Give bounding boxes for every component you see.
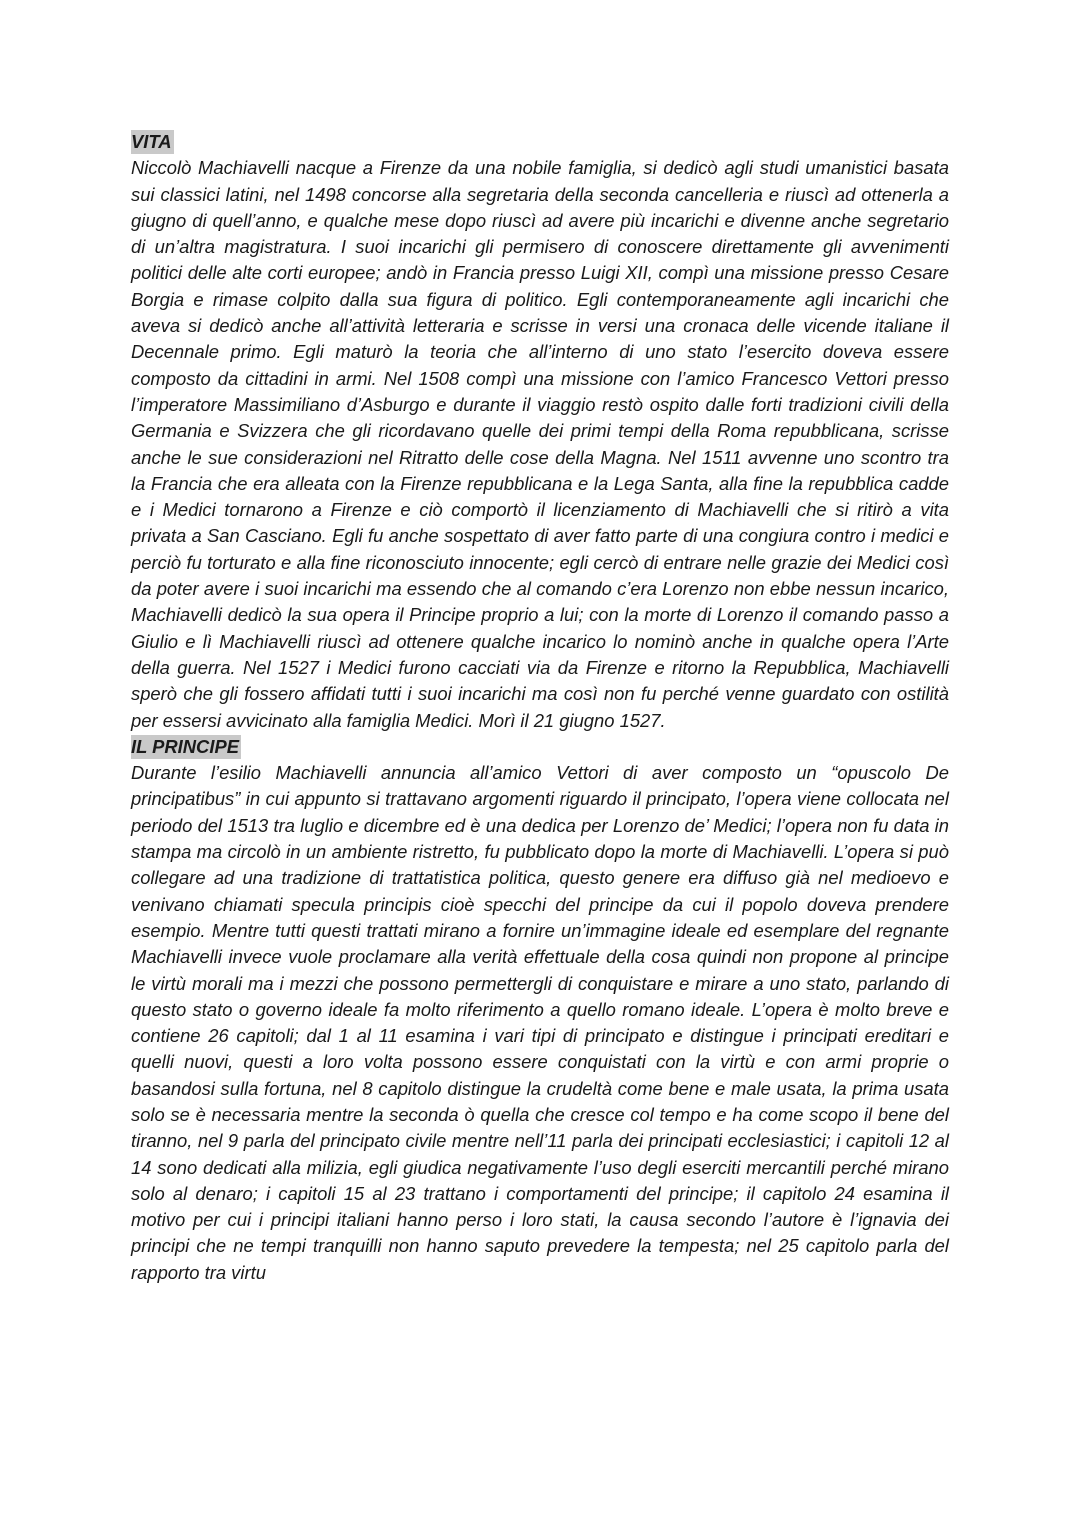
document-page <box>131 129 949 1286</box>
section-heading: VITA <box>131 131 172 152</box>
section-principe-body: Durante l’esilio Machiavelli annuncia all’amico Vettori di aver composto un “opuscolo De principatibus” in cui appunto si trattavano argomenti riguardo il principato, l’opera viene collocata nel periodo del 1513 tra luglio e dicembre ed è una dedica per Lorenzo de’ Medici; l’opera non fu data in stampa ma circolò in un ambiente ristretto, fu pubblicato dopo la morte di Machiavelli. L’opera si può collegare ad una tradizione di trattatistica politica, questo genere era diffuso già nel medioevo e venivano chiamati specula principis cioè specchi del principe da cui il popolo doveva prendere esempio. Mentre tutti questi trattati mirano a fornire un’immagine ideale ed esemplare del regnante Machiavelli invece vuole proclamare alla verità effettuale della cosa quindi non propone al principe le virtù morali ma i mezzi che possono permettergli di conquistare e mirare a uno stato, parlando di questo stato o governo ideale fa molto riferimento a quello romano ideale. L’opera è molto breve e contiene 26 capitoli; dal 1 al 11 esamina i vari tipi di principato e distingue i principati ereditari e quelli nuovi, questi a loro volta possono essere conquistati con la virtù e con armi proprie o basandosi sulla fortuna, nel 8 capitolo distingue la crudeltà come bene e male usata, la prima usata solo se è necessaria mentre la seconda ò quella che cresce col tempo e ha come scopo il bene del tiranno, nel 9 parla del principato civile mentre nell’11 parla dei principati ecclesiastici; i capitoli 12 al 14 sono dedicati alla milizia, egli giudica negativamente l’uso degli eserciti mercantili perché mirano solo al denaro; i capitoli 15 al 23 trattano i comportamenti del principe; il capitolo 24 esamina il motivo per cui i principi italiani hanno perso i loro stati, la causa secondo l’autore è l’ignavia dei principi che ne tempi tranquilli non hanno saputo prevedere la tempesta; nel 25 capitolo parla del rapporto tra virtu <box>131 762 949 1283</box>
section-heading: IL PRINCIPE <box>131 735 239 757</box>
section-vita-body: Niccolò Machiavelli nacque a Firenze da una nobile famiglia, si dedicò agli studi umanistici basata sui classici latini, nel 1498 concorse alla segretaria della seconda cancelleria e riuscì ad ottenerla a giugno di quell’anno, e qualche mese dopo riuscì ad avere più incarichi e divenne anche segretario di un’altra magistratura. I suoi incarichi gli permisero di conoscere direttamente gli avvenimenti politici delle alte corti europee; andò in Francia presso Luigi XII, compì una missione presso Cesare Borgia e rimase colpito dalla sua figura di politico. Egli contemporaneamente agli incarichi che aveva si dedicò anche all’attività letteraria e scrisse in versi una cronaca delle vicende italiane il Decennale primo. Egli maturò la teoria che all’interno di uno stato l’esercito doveva essere composto da cittadini in armi. Nel 1508 compì una missione con l’amico Francesco Vettori presso l’imperatore Massimiliano d’Asburgo e durante il viaggio restò ospito dalle forti tradizioni civili della Germania e Svizzera che gli ricordavano quelle dei primi tempi della Roma repubblicana, scrisse anche le sue considerazioni nel Ritratto delle cose della Magna. Nel 1511 avvenne uno scontro tra la Francia che era alleata con la Firenze repubblicana e la Lega Santa, alla fine la repubblica cadde e i Medici tornarono a Firenze e ciò comportò il licenziamento di Machiavelli che si ritirò a vita privata a San Casciano. Egli fu anche sospettato di aver fatto parte di una congiura contro i medici e perciò fu torturato e alla fine riconosciuto innocente; egli cercò di entrare nelle grazie dei Medici così da poter avere i suoi incarichi ma essendo che al comando c’era Lorenzo non ebbe nessun incarico, Machiavelli dedicò la sua opera il Principe proprio a lui; con la morte di Lorenzo il comando passo a Giulio e lì Machiavelli riuscì ad ottenere qualche incarico lo nominò anche in qualche opera l’Arte della guerra. Nel 1527 i Medici furono cacciati via da Firenze e ritorno la Repubblica, Machiavelli sperò che gli fossero affidati tutti i suoi incarichi ma così non fu perché venne guardato con ostilità per essersi avvicinato alla famiglia Medici. Morì il 21 giugno 1527. <box>131 157 949 731</box>
section-vita-heading-row <box>131 129 949 155</box>
section-principe-heading-row <box>131 734 949 760</box>
